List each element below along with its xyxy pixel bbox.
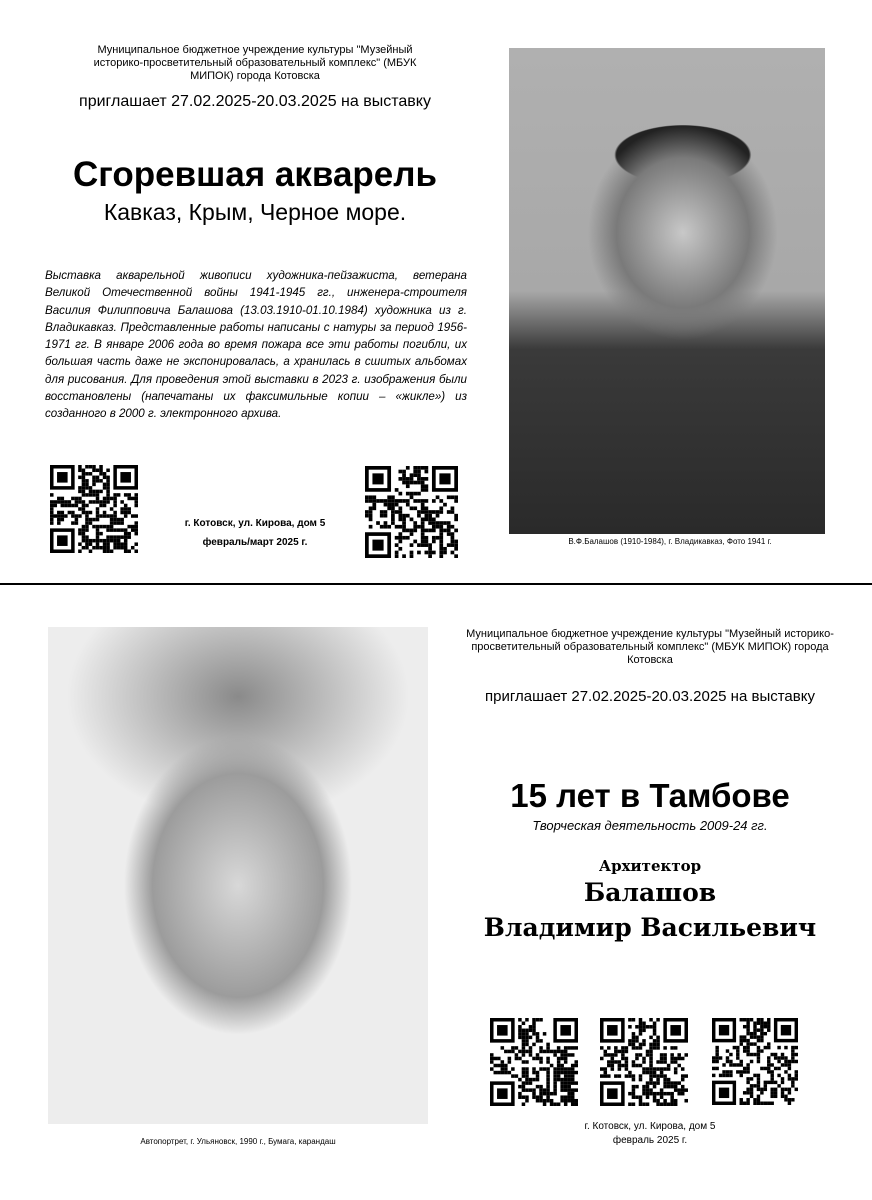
divider: [0, 583, 872, 585]
artist-surname: Балашов: [583, 878, 717, 907]
exhibition-date: февраль/март 2025 г.: [202, 537, 308, 548]
address: г. Котовск, ул. Кирова, дом 5: [584, 1121, 716, 1132]
drawing-caption: Автопортрет, г. Ульяновск, 1990 г., Бумага, карандаш: [140, 1137, 336, 1146]
photo-caption: В.Ф.Балашов (1910-1984), г. Владикавказ, Фото 1941 г.: [568, 537, 772, 546]
exhibition-title: Сгоревшая акварель: [72, 155, 437, 194]
qr-code[interactable]: [50, 465, 138, 553]
self-portrait-drawing: [48, 627, 428, 1124]
qr-code[interactable]: [712, 1018, 798, 1105]
exhibition-title: 15 лет в Тамбове: [510, 777, 790, 814]
artist-role: Архитектор: [598, 857, 702, 875]
organization-name: Муниципальное бюджетное учреждение культуры "Музейный историко-просветительный образовательный комплекс" (МБУК МИПОК) города Котовска: [93, 44, 417, 82]
qr-code[interactable]: [600, 1018, 688, 1106]
qr-code[interactable]: [490, 1018, 578, 1106]
organization-name: Муниципальное бюджетное учреждение культуры "Музейный историко-просветительный образовательный комплекс" (МБУК МИПОК) города Котовска: [466, 628, 834, 666]
exhibition-subtitle: Кавказ, Крым, Черное море.: [103, 199, 407, 225]
invite-text: приглашает 27.02.2025-20.03.2025 на выставку: [485, 688, 815, 705]
qr-code[interactable]: [365, 466, 458, 558]
portrait-photo: [509, 48, 825, 534]
exhibition-date: февраль 2025 г.: [612, 1135, 688, 1146]
exhibition-description: Выставка акварельной живописи художника-пейзажиста, ветерана Великой Отечественной войны 1941-1945 гг., инженера-строителя Василия Филипповича Балашова (13.03.1910-01.10.1984) художника из г. Владикавказ. Представленные работы написаны с натуры за период 1956-1971 гг. В январе 2006 года во время пожара все эти работы погибли, их большая часть даже не экспонировалась, а хранилась в сшитых альбомах для рисования. Для проведения этой выставки в 2023 г. изображения были восстановлены (напечатаны их факсимильные копии – «жикле») из созданного в 2000 г. электронного архива.: [45, 269, 467, 421]
address: г. Котовск, ул. Кирова, дом 5: [184, 518, 326, 529]
invite-text: приглашает 27.02.2025-20.03.2025 на выставку: [79, 93, 431, 110]
exhibition-subtitle: Творческая деятельность 2009-24 гг.: [532, 818, 768, 833]
artist-name: Владимир Васильевич: [483, 913, 817, 942]
